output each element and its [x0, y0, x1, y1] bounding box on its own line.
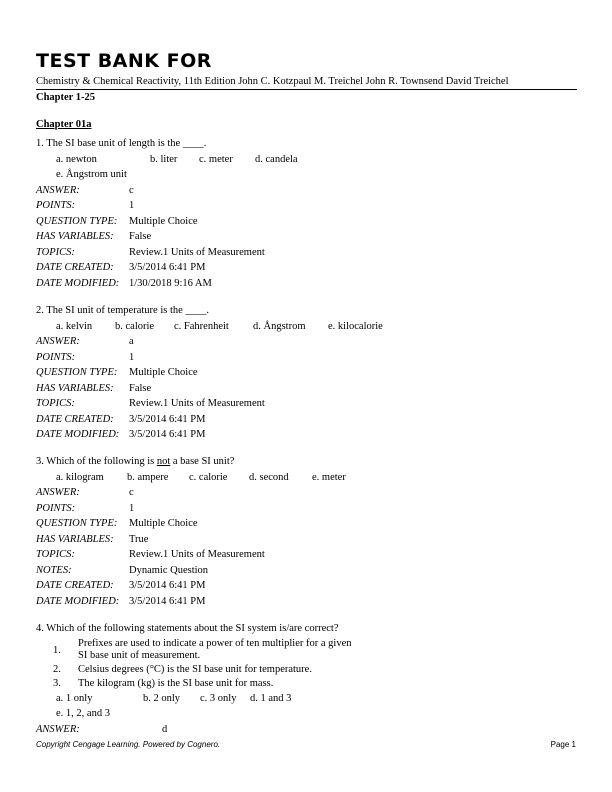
answer-row	[36, 722, 576, 738]
question-2	[36, 303, 576, 443]
date-created-value: 3/5/2014 6:41 PM	[129, 580, 206, 591]
answer-choices-continued	[36, 706, 576, 722]
question-type-value: Multiple Choice	[129, 215, 198, 227]
answer-value: a	[129, 336, 134, 347]
chapter-heading: Chapter 01a	[36, 119, 92, 130]
choice-a: a. 1 only	[56, 692, 93, 704]
points-value: 1	[129, 351, 135, 363]
notes-value: Dynamic Question	[129, 564, 209, 576]
answer-label: ANSWER:	[36, 336, 80, 347]
choice-c: c. 3 only	[200, 692, 237, 704]
has-variables-row	[36, 229, 576, 245]
answer-choices	[36, 470, 576, 486]
date-modified-label: DATE MODIFIED:	[36, 277, 120, 289]
statement-number: 1.	[53, 644, 61, 656]
points-label: POINTS:	[36, 502, 76, 514]
points-value: 1	[129, 200, 135, 211]
question-type-label: QUESTION TYPE:	[36, 367, 118, 378]
choice-b: b. calorie	[115, 320, 155, 332]
choice-b: b. 2 only	[143, 692, 181, 704]
date-created-row	[36, 578, 576, 594]
question-type-label: QUESTION TYPE:	[36, 215, 118, 227]
choice-d: d. 1 and 3	[250, 692, 292, 704]
topics-label: TOPICS:	[36, 246, 75, 258]
choice-a: a. kelvin	[56, 320, 93, 332]
choice-b: b. ampere	[127, 471, 169, 483]
answer-choices	[36, 691, 576, 707]
title-divider	[36, 89, 577, 90]
choice-c: c. calorie	[189, 471, 228, 483]
date-modified-value: 3/5/2014 6:41 PM	[129, 429, 206, 440]
has-variables-value: False	[129, 231, 152, 242]
date-modified-row	[36, 276, 576, 292]
topics-value: Review.1 Units of Measurement	[129, 549, 265, 560]
topics-row	[36, 245, 576, 261]
choice-e: e. 1, 2, and 3	[56, 708, 110, 719]
question-stem: 4. Which of the following statements about the SI system is/are correct?	[36, 623, 339, 634]
choice-d: d. Ångstrom	[253, 320, 306, 332]
answer-choices-continued	[36, 167, 576, 183]
question-stem: 1. The SI base unit of length is the ____.	[36, 138, 207, 149]
chapter-range: Chapter 1-25	[36, 92, 96, 103]
date-created-label: DATE CREATED:	[36, 580, 114, 591]
choice-d: d. candela	[255, 153, 298, 165]
statement-item	[36, 663, 576, 677]
date-created-row	[36, 412, 576, 428]
points-value: 1	[129, 502, 135, 514]
date-modified-value: 1/30/2018 9:16 AM	[129, 277, 212, 289]
choice-e: e. Ångstrom unit	[56, 169, 127, 180]
answer-row	[36, 334, 576, 350]
statement-text: The kilogram (kg) is the SI base unit for mass.	[78, 677, 274, 689]
question-stem-emphasis: not	[156, 456, 171, 467]
choice-b: b. liter	[150, 153, 178, 165]
question-type-row	[36, 214, 576, 230]
statement-number: 3.	[53, 677, 61, 689]
has-variables-value: True	[129, 533, 149, 545]
choice-e: e. meter	[312, 471, 346, 483]
points-row	[36, 350, 576, 366]
choice-a: a. kilogram	[56, 471, 104, 483]
document-subtitle: Chemistry & Chemical Reactivity, 11th Edition John C. Kotzpaul M. Treichel John R. Townsend David Treichel	[36, 76, 509, 87]
question-stem	[36, 454, 576, 470]
date-created-value: 3/5/2014 6:41 PM	[129, 262, 206, 273]
answer-row	[36, 485, 576, 501]
choice-e: e. kilocalorie	[328, 320, 383, 332]
question-type-label: QUESTION TYPE:	[36, 518, 118, 529]
statement-number: 2.	[53, 663, 61, 675]
date-created-label: DATE CREATED:	[36, 413, 114, 425]
answer-row	[36, 183, 576, 199]
points-label: POINTS:	[36, 200, 76, 211]
document-title: TEST BANK FOR	[36, 50, 212, 72]
question-3	[36, 454, 576, 609]
topics-label: TOPICS:	[36, 398, 75, 409]
notes-row	[36, 563, 576, 579]
choice-d: d. second	[249, 471, 289, 483]
answer-value: c	[129, 184, 134, 196]
has-variables-label: HAS VARIABLES:	[36, 382, 114, 394]
points-row	[36, 198, 576, 214]
has-variables-row	[36, 532, 576, 548]
notes-label: NOTES:	[36, 564, 72, 576]
question-stem: 2. The SI unit of temperature is the ____.	[36, 305, 210, 316]
statement-text: Prefixes are used to indicate a power of ten multiplier for a given SI base unit of measurement.	[78, 637, 352, 661]
question-stem-start: 3. Which of the following is	[36, 456, 157, 467]
statement-text: Celsius degrees (°C) is the SI base unit for temperature.	[78, 663, 312, 675]
date-created-row	[36, 260, 576, 276]
choice-c: c. Fahrenheit	[174, 320, 229, 332]
date-modified-row	[36, 427, 576, 443]
statement-item	[36, 677, 576, 691]
points-row	[36, 501, 576, 517]
answer-label: ANSWER:	[36, 487, 80, 498]
date-created-label: DATE CREATED:	[36, 262, 114, 273]
statement-item	[36, 637, 576, 663]
date-modified-label: DATE MODIFIED:	[36, 595, 120, 607]
answer-value: c	[129, 487, 134, 498]
date-modified-label: DATE MODIFIED:	[36, 429, 120, 440]
question-type-row	[36, 516, 576, 532]
date-modified-row	[36, 594, 576, 610]
page-number: Page 1	[550, 740, 576, 749]
answer-label: ANSWER:	[36, 723, 80, 735]
date-created-value: 3/5/2014 6:41 PM	[129, 413, 206, 425]
has-variables-value: False	[129, 382, 152, 394]
answer-value: d	[162, 723, 168, 735]
topics-value: Review.1 Units of Measurement	[129, 398, 265, 409]
answer-choices	[36, 152, 576, 168]
question-type-value: Multiple Choice	[129, 518, 198, 529]
topics-label: TOPICS:	[36, 549, 75, 560]
answer-choices	[36, 319, 576, 335]
question-1	[36, 136, 576, 291]
question-type-value: Multiple Choice	[129, 367, 198, 378]
choice-a: a. newton	[56, 153, 97, 165]
question-4	[36, 621, 576, 737]
question-stem-end: a base SI unit?	[170, 456, 235, 467]
answer-label: ANSWER:	[36, 184, 80, 196]
topics-row	[36, 396, 576, 412]
topics-value: Review.1 Units of Measurement	[129, 246, 265, 258]
question-type-row	[36, 365, 576, 381]
has-variables-row	[36, 381, 576, 397]
choice-c: c. meter	[199, 153, 233, 165]
has-variables-label: HAS VARIABLES:	[36, 231, 114, 242]
has-variables-label: HAS VARIABLES:	[36, 533, 114, 545]
date-modified-value: 3/5/2014 6:41 PM	[129, 595, 206, 607]
points-label: POINTS:	[36, 351, 76, 363]
copyright-notice: Copyright Cengage Learning. Powered by Cognero.	[36, 740, 221, 749]
topics-row	[36, 547, 576, 563]
